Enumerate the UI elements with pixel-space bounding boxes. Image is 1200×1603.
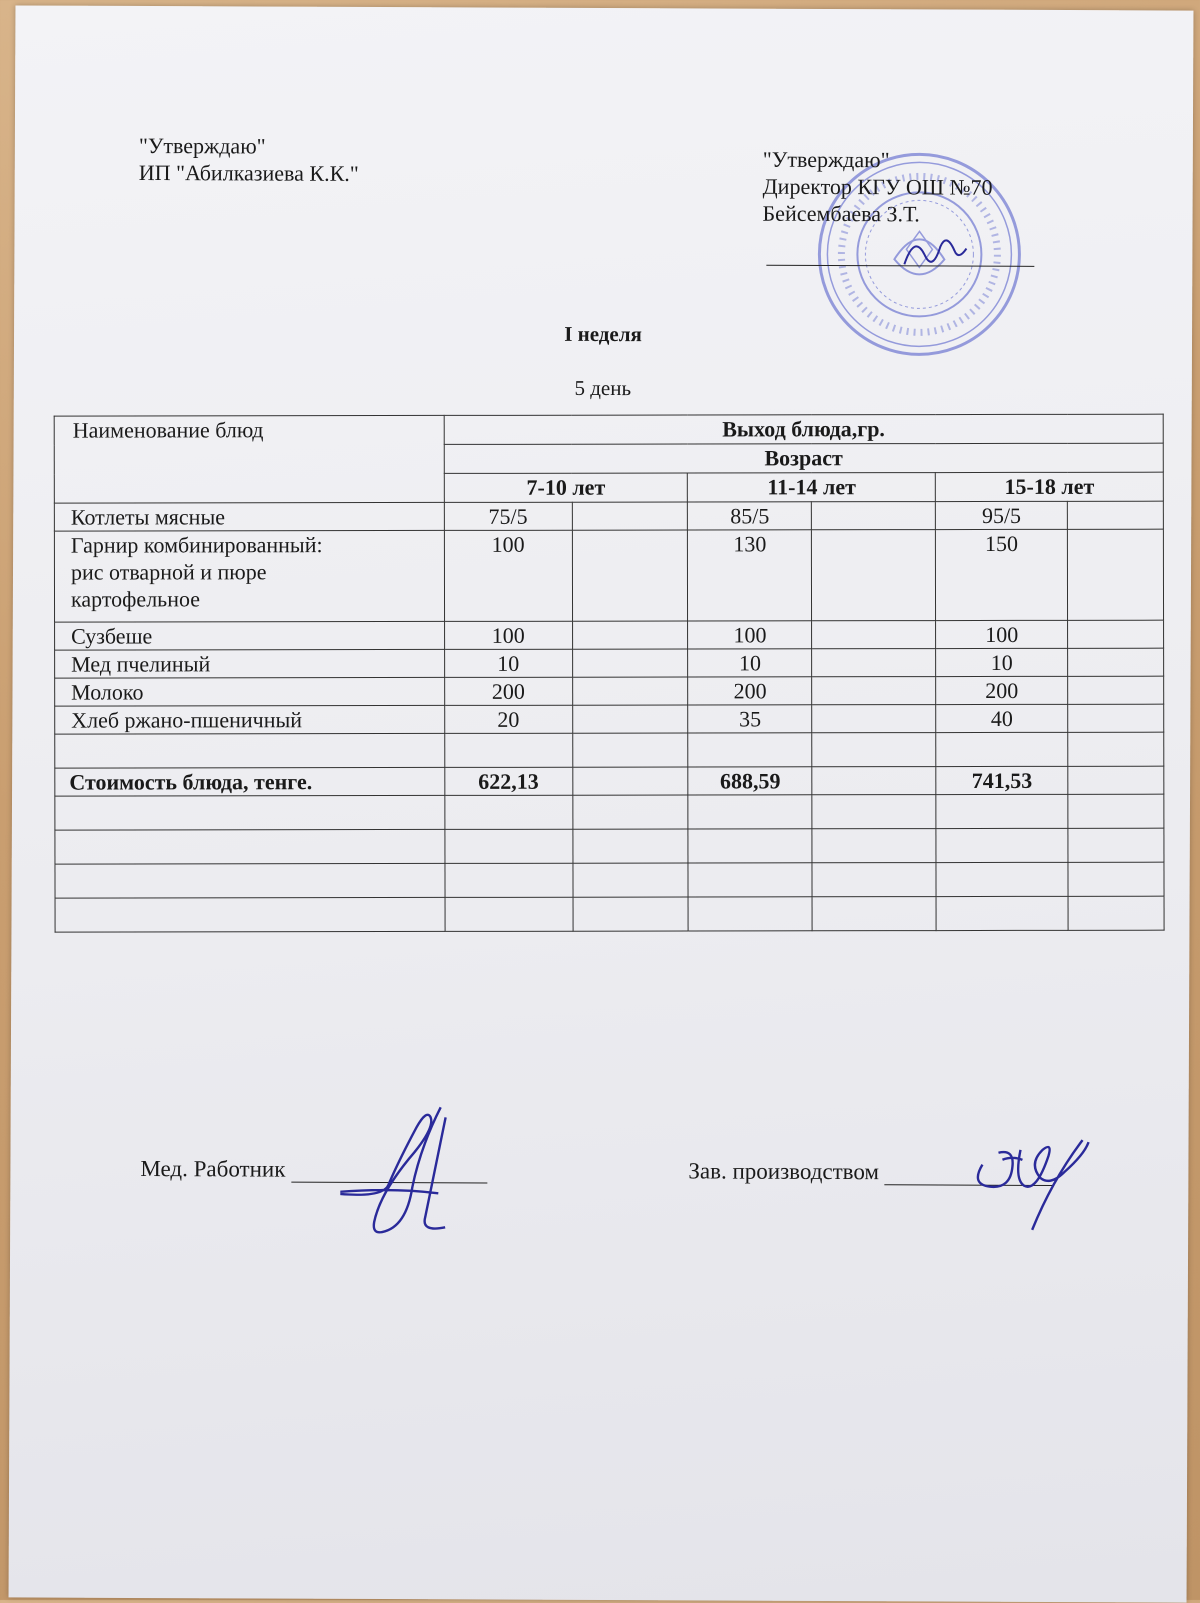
portion-value: 75/5	[444, 502, 572, 530]
approval-right-title: "Утверждаю"	[762, 146, 890, 173]
portion-value: 200	[936, 676, 1068, 704]
empty-cell	[572, 705, 688, 733]
age-group: 15-18 лет	[935, 472, 1163, 501]
empty-cell	[1068, 676, 1164, 704]
empty-cell	[812, 530, 936, 621]
table-row	[54, 529, 1163, 622]
table-row	[55, 620, 1164, 650]
empty-cell	[1068, 620, 1164, 648]
approval-block-left	[139, 132, 359, 187]
table-row	[54, 501, 1163, 531]
empty-cell	[1068, 766, 1164, 794]
dish-name: Хлеб ржано-пшеничный	[55, 705, 445, 734]
cost-row	[55, 766, 1164, 796]
approval-right-position: Директор КГУ ОШ №70	[762, 173, 993, 200]
portion-value: 100	[936, 620, 1068, 648]
portion-value: 10	[936, 648, 1068, 676]
document-sheet	[9, 5, 1194, 1602]
dish-name-header: Наименование блюд	[54, 415, 444, 503]
portion-value: 10	[444, 649, 572, 677]
empty-cell	[572, 621, 688, 649]
age-group: 7-10 лет	[444, 473, 688, 502]
empty-cell	[572, 767, 688, 795]
portion-value: 40	[936, 704, 1068, 732]
portion-value: 95/5	[936, 501, 1068, 529]
approval-right-name: Бейсембаева З.Т.	[762, 200, 920, 227]
portion-value: 100	[688, 621, 812, 649]
empty-row	[55, 896, 1164, 932]
dish-name-line: рис отварной и пюре	[70, 559, 267, 585]
empty-row	[55, 732, 1164, 768]
empty-cell	[1068, 704, 1164, 732]
empty-cell	[1067, 529, 1163, 620]
week-title: I неделя	[564, 321, 642, 347]
empty-cell	[812, 621, 936, 649]
portion-value: 10	[688, 649, 812, 677]
production-head-label: Зав. производством	[688, 1158, 880, 1185]
table-row	[55, 704, 1164, 734]
empty-cell	[812, 705, 936, 733]
approval-left-org: ИП "Абилказиева К.К."	[138, 159, 359, 186]
empty-cell	[812, 767, 936, 795]
portion-value: 100	[444, 621, 572, 649]
portion-value: 100	[444, 530, 572, 621]
empty-cell	[812, 677, 936, 705]
empty-cell	[1067, 501, 1163, 529]
portion-value: 20	[444, 705, 572, 733]
empty-row	[55, 828, 1164, 864]
cost-value: 741,53	[936, 766, 1068, 794]
director-signature	[894, 224, 974, 284]
portion-value: 130	[688, 530, 812, 621]
table-header-row	[54, 414, 1163, 445]
dish-name: Котлеты мясные	[54, 502, 444, 531]
production-head-signature	[962, 1110, 1113, 1241]
age-header: Возраст	[444, 443, 1163, 473]
cost-label: Стоимость блюда, тенге.	[55, 767, 445, 796]
age-group: 11-14 лет	[688, 473, 936, 502]
empty-cell	[572, 677, 688, 705]
empty-row	[55, 794, 1164, 830]
dish-name	[54, 530, 444, 622]
approval-block-right	[763, 146, 993, 228]
empty-row	[55, 862, 1164, 898]
portion-value: 85/5	[688, 502, 812, 530]
empty-cell	[572, 502, 688, 530]
menu-table	[54, 414, 1165, 933]
med-worker-label: Мед. Работник	[140, 1155, 286, 1182]
empty-cell	[572, 649, 688, 677]
portion-value: 200	[688, 677, 812, 705]
yield-header: Выход блюда,гр.	[444, 414, 1163, 444]
cost-value: 622,13	[445, 767, 573, 795]
dish-name: Молоко	[55, 677, 445, 706]
empty-cell	[812, 502, 936, 530]
dish-name-line: Гарнир комбинированный:	[70, 532, 323, 558]
portion-value: 200	[444, 677, 572, 705]
table-row	[55, 648, 1164, 678]
empty-cell	[572, 530, 688, 621]
table-row	[55, 676, 1164, 706]
day-title: 5 день	[574, 375, 632, 401]
cost-value: 688,59	[688, 767, 812, 795]
dish-name: Мед пчелиный	[55, 649, 445, 678]
portion-value: 150	[936, 529, 1068, 620]
dish-name-line: картофельное	[70, 586, 201, 612]
med-worker-signature	[340, 1097, 481, 1248]
empty-cell	[812, 649, 936, 677]
approval-left-title: "Утверждаю"	[138, 132, 266, 159]
dish-name: Сузбеше	[55, 621, 445, 650]
portion-value: 35	[688, 705, 812, 733]
empty-cell	[1068, 648, 1164, 676]
